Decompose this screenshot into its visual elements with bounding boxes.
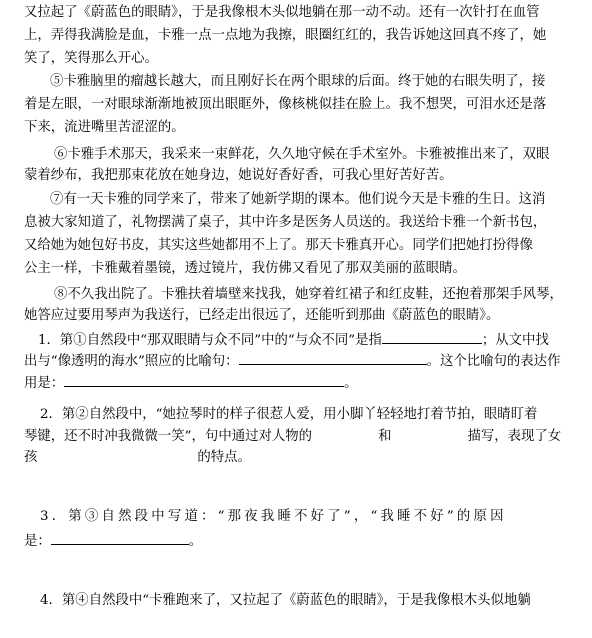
question-3-line-2 <box>24 531 202 551</box>
question-1-line-2 <box>24 351 560 371</box>
question-1-text-e: 用是： <box>24 376 65 391</box>
answer-blank-1c[interactable] <box>64 373 344 387</box>
question-2-text-d: 孩 <box>24 450 38 465</box>
passage-line: 又拉起了《蔚蓝色的眼睛》，于是我像根木头似地躺在那一动不动。还有一次针打在血管 <box>24 5 540 20</box>
passage-line: 着是左眼，一对眼球渐渐地被顶出眼眶外，像核桃似挂在脸上。我不想哭，可泪水还是落 <box>24 97 547 112</box>
question-1-line-1 <box>38 330 549 350</box>
passage-line: 又给她为她包好书皮，其实这些她都用不上了。那天卡雅真开心。同学们把她打扮得像 <box>24 238 533 253</box>
passage-line: 下来，流进嘴里苦涩涩的。 <box>24 120 185 135</box>
question-1-text-c: 出与“像透明的海水”照应的比喻句： <box>24 354 239 369</box>
question-2-line-3 <box>24 449 251 467</box>
passage-line: ⑧不久我出院了。卡雅扶着墙壁来找我，她穿着红裙子和红皮鞋，还抱着那架手风琴， <box>54 287 563 302</box>
question-4-line-1: 4．第④自然段中“卡雅跑来了，又拉起了《蔚蓝色的眼睛》，于是我像根木头似地躺 <box>40 593 531 608</box>
passage-line: 蒙着纱布，我把那束花放在她身边，她说好香好香，可我心里好苦好苦。 <box>24 168 453 183</box>
question-3-text-a: 是： <box>24 534 51 549</box>
answer-blank-1a[interactable] <box>382 330 482 344</box>
question-2-line-2 <box>24 428 561 446</box>
question-2-line-1: 2．第②自然段中，“她拉琴时的样子很惹人爱，用小脚丫轻轻地打着节拍，眼睛盯着 <box>40 407 538 422</box>
passage-line: 她答应过要用琴声为我送行，已经走出很远了，还能听到那曲《蔚蓝色的眼睛》。 <box>24 308 500 323</box>
question-2-text-b: 和 <box>378 429 392 444</box>
question-2-text-a: 琴键，还不时冲我微微一笑”，句中通过对人物的 <box>24 429 313 444</box>
passage-line: ⑦有一天卡雅的同学来了，带来了她新学期的课本。他们说今天是卡雅的生日。这消 <box>50 192 546 207</box>
passage-line: 上，弄得我满脸是血，卡雅一点一点地为我擦，眼圈红红的，我告诉她这回真不疼了，她 <box>24 28 547 43</box>
passage-line: 笑了，笑得那么开心。 <box>24 51 158 66</box>
question-1-text-a: 1．第①自然段中“那双眼睛与众不同”中的“与众不同”是指 <box>38 333 382 348</box>
question-3-text-b: 。 <box>188 534 203 549</box>
passage-line: ⑤卡雅脑里的瘤越长越大，而且刚好长在两个眼球的后面。终于她的右眼失明了，接 <box>50 74 546 89</box>
passage-line: 公主一样，卡雅戴着墨镜，透过镜片，我仿佛又看见了那双美丽的蓝眼睛。 <box>24 261 466 276</box>
question-2-text-e: 的特点。 <box>197 450 251 465</box>
answer-blank-3[interactable] <box>51 531 189 545</box>
question-1-line-3 <box>24 373 358 393</box>
answer-blank-1b[interactable] <box>239 351 427 365</box>
question-1-text-f: 。 <box>344 376 358 391</box>
question-1-text-d: 。这个比喻句的表达作 <box>426 354 561 369</box>
passage-line: 息被大家知道了，礼物摆满了桌子，其中许多是医务人员送的。我送给卡雅一个新书包， <box>24 215 547 230</box>
question-2-text-c: 描写，表现了女 <box>467 429 562 444</box>
question-1-text-b: ；从文中找 <box>481 333 549 348</box>
passage-line: ⑥卡雅手术那天，我采来一束鲜花，久久地守候在手术室外。卡雅被推出来了，双眼 <box>54 147 550 162</box>
question-3-line-1: 3．第③自然段中写道：“那夜我睡不好了”，“我睡不好”的原因 <box>40 509 507 524</box>
